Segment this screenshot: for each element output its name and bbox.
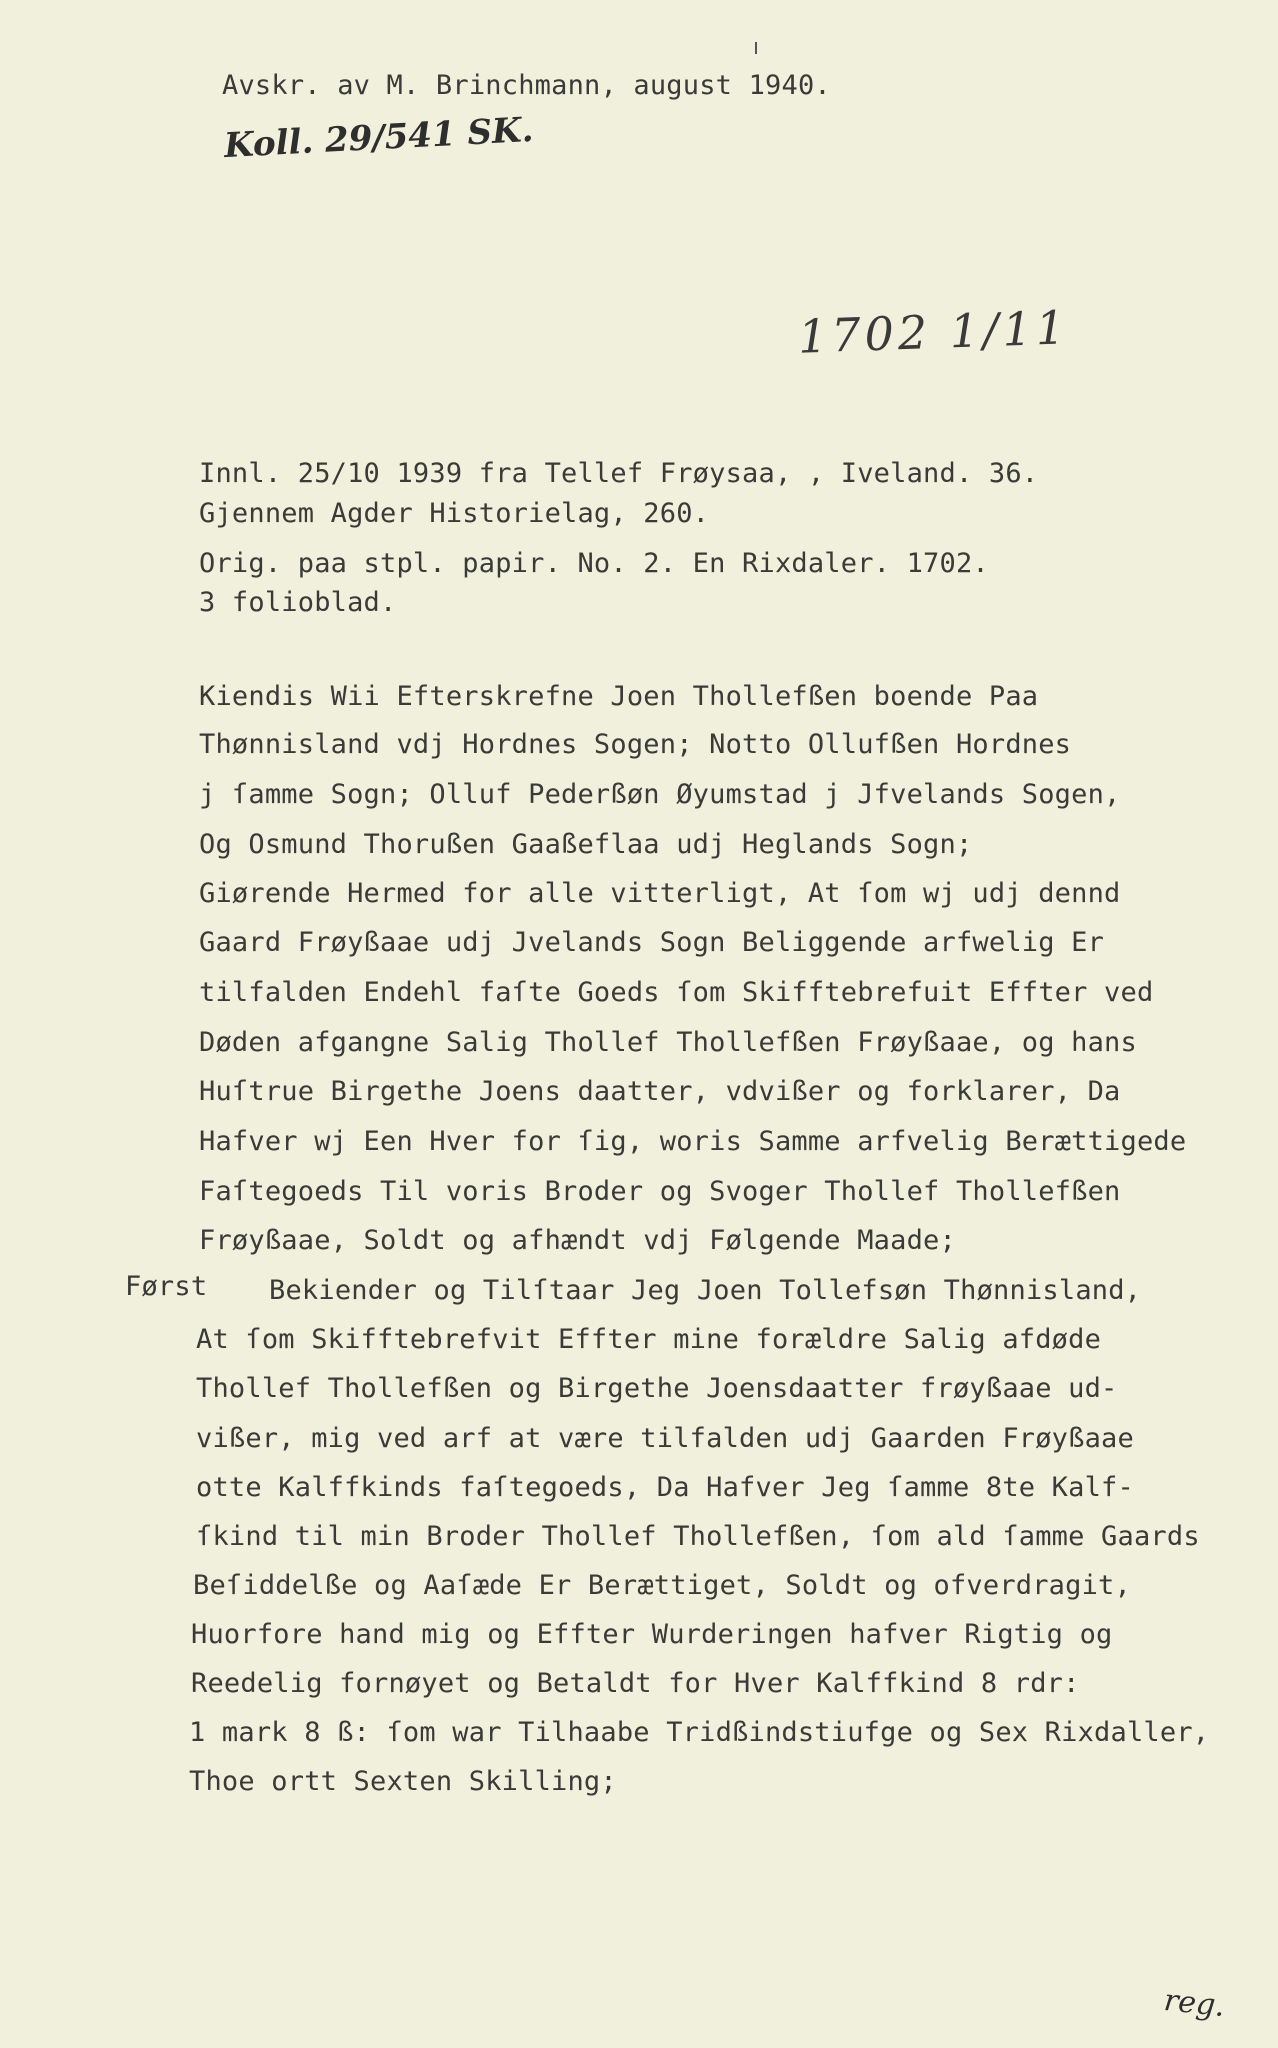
text-line: j ſamme Sogn; Olluf Pederßøn Øyumstad j Jfvelands Sogen, [199, 779, 1121, 810]
ruler-tick-mark [755, 42, 757, 54]
meta-line-original: Orig. paa stpl. papir. No. 2. En Rixdaler. 1702. [199, 548, 989, 579]
text-line: Thollef Thollefßen og Birgethe Joensdaatter frøyßaae ud- [196, 1373, 1118, 1404]
text-line: Og Osmund Thorußen Gaaßeflaa udj Heglands Sogn; [199, 829, 973, 860]
text-line: Beſiddelße og Aaſæde Er Berættiget, Soldt og ofverdragit, [193, 1570, 1131, 1601]
text-line: Hafver wj Een Hver for ſig, woris Samme arfvelig Berættigede [199, 1126, 1187, 1157]
text-line: Reedelig fornøyet og Betaldt for Hver Kalffkind 8 rdr: [191, 1668, 1080, 1699]
text-line: Thønnisland vdj Hordnes Sogen; Notto Ollufßen Hordnes [199, 729, 1072, 760]
text-line: At ſom Skifftebrefvit Effter mine forældre Salig afdøde [196, 1324, 1102, 1355]
text-line: 1 mark 8 ß: ſom war Tilhaabe Tridßindstiufge og Sex Rixdaller, [189, 1717, 1210, 1748]
text-line: Kiendis Wii Efterskrefne Joen Thollefßen boende Paa [199, 681, 1039, 712]
section-label-first: Først [125, 1271, 208, 1302]
text-line: Thoe ortt Sexten Skilling; [189, 1766, 617, 1797]
text-line: Huſtrue Birgethe Joens daatter, vdvißer og forklarer, Da [199, 1076, 1121, 1107]
collection-reference-handwritten: Koll. 29/541 SK. [223, 109, 535, 167]
text-line: Bekiender og Tilſtaar Jeg Joen Tollefsøn Thønnisland, [269, 1275, 1142, 1306]
text-line: Giørende Hermed for alle vitterligt, At ſom wj udj dennd [199, 878, 1121, 909]
transcription-note: Avskr. av M. Brinchmann, august 1940. [222, 70, 831, 101]
meta-line-via: Gjennem Agder Historielag, 260. [199, 498, 710, 529]
meta-line-received: Innl. 25/10 1939 fra Tellef Frøysaa, , Iveland. 36. [199, 458, 1039, 489]
text-line: Huorfore hand mig og Effter Wurderingen hafver Rigtig og [191, 1619, 1113, 1650]
text-line: Døden afgangne Salig Thollef Thollefßen Frøyßaae, og hans [199, 1027, 1137, 1058]
date-mark-handwritten: 1702 1/11 [797, 300, 1070, 364]
text-line: tilfalden Endehl faſte Goeds ſom Skifftebrefuit Effter ved [199, 977, 1154, 1008]
text-line: Faſtegoeds Til voris Broder og Svoger Thollef Thollefßen [199, 1176, 1121, 1207]
register-mark-handwritten: reg. [1162, 1982, 1227, 2025]
text-line: Gaard Frøyßaae udj Jvelands Sogn Beliggende arfwelig Er [199, 927, 1105, 958]
text-line: ſkind til min Broder Thollef Thollefßen, ſom ald ſamme Gaards [196, 1521, 1200, 1552]
meta-line-folio: 3 folioblad. [199, 587, 397, 618]
text-line: otte Kalffkinds faſtegoeds, Da Hafver Jeg ſamme 8te Kalf- [196, 1472, 1134, 1503]
text-line: vißer, mig ved arf at være tilfalden udj Gaarden Frøyßaae [196, 1423, 1134, 1454]
text-line: Frøyßaae, Soldt og afhændt vdj Følgende Maade; [199, 1225, 956, 1256]
